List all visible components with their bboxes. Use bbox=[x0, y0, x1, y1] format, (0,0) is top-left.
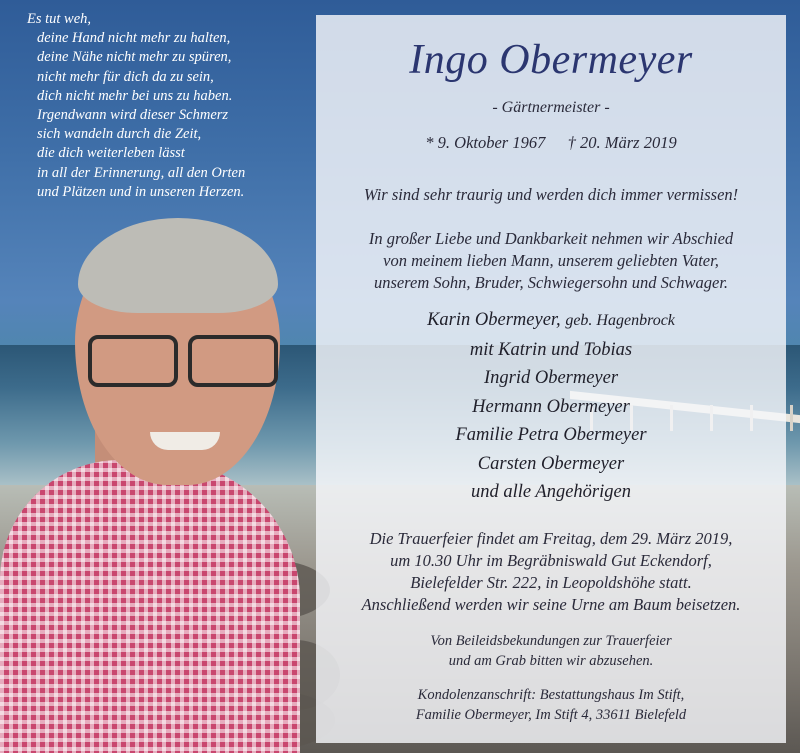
hair bbox=[78, 218, 278, 313]
condolence-line: Von Beileidsbekundungen zur Trauerfeier bbox=[430, 633, 672, 649]
poem-line: nicht mehr für dich da zu sein, bbox=[37, 68, 214, 85]
poem-line: und Plätzen und in unseren Herzen. bbox=[37, 183, 245, 200]
family-member: Carsten Obermeyer bbox=[477, 453, 625, 474]
family-list bbox=[316, 306, 786, 507]
address-line: Kondolenzanschrift: Bestattungshaus Im Stift, bbox=[417, 687, 685, 703]
poem-line: dich nicht mehr bei uns zu haben. bbox=[37, 87, 233, 104]
ceremony-line: um 10.30 Uhr im Begräbniswald Gut Eckendorf, bbox=[390, 551, 712, 570]
poem-line: Es tut weh, bbox=[27, 11, 92, 27]
smile bbox=[150, 432, 220, 450]
family-member: mit Katrin und Tobias bbox=[469, 339, 633, 360]
family-member: und alle Angehörigen bbox=[471, 482, 631, 502]
portrait-photo bbox=[0, 200, 300, 753]
farewell-line: In großer Liebe und Dankbarkeit nehmen wir Abschied bbox=[368, 229, 734, 248]
farewell-line: von meinem lieben Mann, unserem geliebten Vater, bbox=[383, 251, 719, 270]
life-dates bbox=[316, 133, 786, 153]
birth-date: * 9. Oktober 1967 bbox=[425, 133, 546, 152]
farewell-line: unserem Sohn, Bruder, Schwiegersohn und Schwager. bbox=[373, 273, 729, 292]
deceased-title: - Gärtnermeister - bbox=[492, 99, 610, 116]
poem-line: sich wandeln durch die Zeit, bbox=[37, 126, 202, 143]
family-member: Karin Obermeyer, geb. Hagenbrock bbox=[427, 310, 675, 330]
glasses bbox=[88, 335, 278, 385]
poem-line: deine Hand nicht mehr zu halten, bbox=[37, 30, 231, 47]
farewell-text bbox=[316, 228, 786, 294]
poem-line: die dich weiterleben lässt bbox=[37, 145, 185, 162]
condolence-line: und am Grab bitten wir abzusehen. bbox=[448, 652, 654, 669]
ceremony-line: Bielefelder Str. 222, in Leopoldshöhe statt. bbox=[410, 573, 692, 592]
ceremony-info bbox=[316, 528, 786, 616]
poem-line: deine Nähe nicht mehr zu spüren, bbox=[37, 49, 232, 66]
death-date: † 20. März 2019 bbox=[567, 133, 677, 152]
condolence-address bbox=[316, 686, 786, 725]
family-member: Hermann Obermeyer bbox=[472, 396, 630, 417]
ceremony-line: Die Trauerfeier findet am Freitag, dem 29. März 2019, bbox=[369, 529, 733, 548]
deceased-name: Ingo Obermeyer bbox=[409, 37, 693, 83]
poem-line: in all der Erinnerung, all den Orten bbox=[37, 164, 246, 181]
poem bbox=[27, 10, 307, 202]
message: Wir sind sehr traurig und werden dich immer vermissen! bbox=[363, 185, 739, 204]
address-line: Familie Obermeyer, Im Stift 4, 33611 Bielefeld bbox=[415, 706, 687, 723]
checked-shirt bbox=[0, 460, 300, 753]
family-member: Ingrid Obermeyer bbox=[483, 368, 619, 388]
family-member: Familie Petra Obermeyer bbox=[455, 425, 647, 445]
ceremony-line: Anschließend werden wir seine Urne am Baum beisetzen. bbox=[361, 595, 741, 614]
condolence-note bbox=[316, 632, 786, 671]
poem-line: Irgendwann wird dieser Schmerz bbox=[37, 107, 229, 124]
